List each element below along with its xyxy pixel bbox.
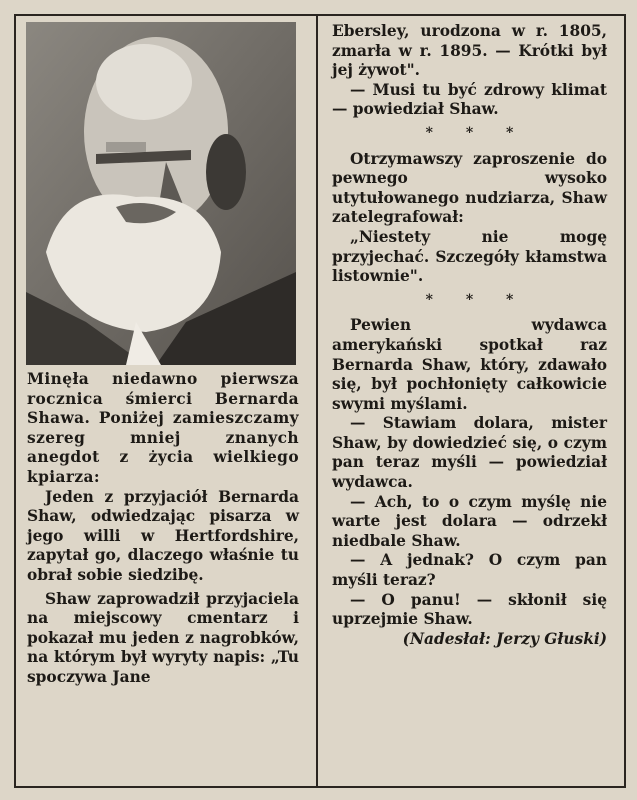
anecdote-2-paragraph: Otrzymawszy zaproszenie do pewnego wysoko utytułowanego nudziarza, Shaw zatelegrafował: [332, 149, 607, 227]
shaw-portrait-photo [26, 22, 296, 365]
shaw-final-paragraph: — O panu! — skłonił się uprzejmie Shaw. [332, 590, 607, 629]
epitaph-continued-paragraph: Ebersley, urodzona w r. 1805, zmarła w r. 1895. — Krótki był jej żywot". [332, 22, 607, 80]
signature-line: (Nadesłał: Jerzy Głuski) [402, 629, 607, 648]
section-separator: * * * [425, 124, 528, 141]
portrait-illustration [26, 22, 296, 365]
anecdote-1-continued-paragraph: Shaw zaprowadził przyjaciela na miejscowy cmentarz i pokazał mu jeden z nagrobków, na którym był wyryty napis: „Tu spoczywa Jane [27, 589, 299, 686]
publisher-bet-paragraph: — Stawiam dolara, mister Shaw, by dowiedzieć się, o czym pan teraz myśli — powiedział wydawca. [332, 414, 607, 492]
shaw-reply-paragraph: — Musi tu być zdrowy klimat — powiedział Shaw. [332, 80, 607, 119]
shaw-answer-paragraph: — Ach, to o czym myślę nie warte jest dolara — odrzekł niedbale Shaw. [332, 492, 607, 550]
section-separator-2: * * * [425, 291, 528, 308]
publisher-question-paragraph: — A jednak? O czym pan myśli teraz? [332, 551, 607, 590]
telegram-paragraph: „Niestety nie mogę przyjechać. Szczegóły kłamstwa listownie". [332, 227, 607, 286]
right-text-column [332, 22, 607, 649]
column-divider [316, 14, 318, 788]
intro-paragraph: Minęła niedawno pierwsza rocznica śmierci Bernarda Shawa. Poniżej zamieszczamy szereg mniej znanych anegdot z życia wielkiego kpiarza: [27, 370, 299, 486]
anecdote-1-paragraph: Jeden z przyjaciół Bernarda Shaw, odwiedzając pisarza w jego willi w Hertfordshire, zapytał go, dlaczego właśnie tu obrał sobie siedzibę. [27, 487, 299, 584]
anecdote-3-paragraph: Pewien wydawca amerykański spotkał raz Bernarda Shaw, który, zdawało się, był pochłonięty całkowicie swymi myślami. [332, 316, 607, 413]
left-text-column [27, 370, 299, 688]
